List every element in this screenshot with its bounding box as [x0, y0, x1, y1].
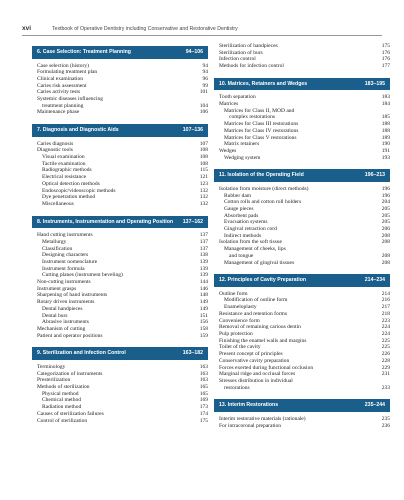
toc-entry-page: 158: [199, 326, 208, 332]
toc-entry[interactable]: [32, 292, 208, 299]
chapter-heading[interactable]: [214, 169, 390, 182]
toc-entry-title: Isolation from the soft tissue: [219, 239, 282, 246]
chapter-title: 12. Principles of Cavity Preparation: [219, 277, 307, 284]
toc-entry-page: 149: [199, 305, 208, 312]
toc-entry-title: Rubber dam: [224, 192, 252, 199]
toc-entry-page: 99: [202, 82, 208, 89]
chapter-page-range: 235–244: [364, 402, 385, 409]
toc-entry-page: 144: [199, 279, 208, 286]
toc-entry-page: 132: [199, 200, 208, 207]
toc-entry[interactable]: [214, 94, 390, 101]
toc-entry-title: Matrices for Class II, MOD and: [224, 107, 295, 114]
toc-entry[interactable]: [214, 193, 390, 200]
toc-entry-page: [374, 108, 390, 115]
toc-entry[interactable]: [214, 63, 390, 70]
toc-entry-title: Gingival retraction cord: [224, 226, 277, 233]
toc-entry-title: Stresses distribution in individual: [219, 377, 293, 384]
chapter-page-range: 107–136: [182, 127, 203, 134]
toc-entry-title: treatment planning: [42, 102, 84, 109]
toc-entry[interactable]: [32, 63, 208, 70]
toc-entry-title: Designing characters: [42, 252, 89, 259]
toc-entry-page: 174: [199, 410, 208, 417]
toc-entry-title: Matrices for Class III restorations: [224, 121, 299, 128]
toc-entry[interactable]: [32, 333, 208, 340]
toc-entry-page: 233: [381, 384, 390, 391]
toc-entry-title: Wedges: [219, 147, 237, 154]
chapter-title: 11. Isolation of the Operating Field: [219, 172, 304, 179]
toc-entry-title: Dental burs: [42, 312, 68, 319]
toc-entry[interactable]: [32, 371, 208, 378]
toc-entry-page: [374, 246, 390, 253]
toc-entry-title: Toilet of the cavity: [219, 344, 261, 351]
toc-entry[interactable]: [32, 96, 208, 103]
toc-entry-title: Presterilization: [37, 377, 71, 384]
toc-entry-page: 229: [381, 364, 390, 371]
toc-entry-title: Systemic diseases influencing: [37, 96, 103, 103]
toc-entry-page: [374, 378, 390, 385]
toc-entry-title: Miscellaneous: [42, 200, 74, 207]
toc-entry-title: Interim restorative materials (rationale): [219, 415, 306, 422]
toc-entry-title: Abrasive instruments: [42, 319, 89, 326]
section-gap: [32, 339, 208, 344]
toc-entry-page: 223: [381, 317, 390, 324]
toc-entry-page: 139: [199, 272, 208, 279]
chapter-title: 8. Instruments, Instrumentation and Operating Position: [37, 218, 174, 225]
toc-entry-title: Gauge pieces: [224, 205, 254, 212]
toc-entry[interactable]: [32, 364, 208, 371]
toc-entry-page: 208: [381, 259, 390, 266]
chapter-page-range: 94–106: [185, 49, 203, 55]
toc-entry-title: Physical method: [42, 390, 79, 397]
toc-entry-page: 139: [199, 258, 208, 265]
toc-entry-title: Methods for infection control: [219, 63, 284, 70]
chapter-page-range: 214–234: [364, 277, 385, 284]
toc-entry-title: Instrument formula: [42, 265, 85, 272]
toc-entry[interactable]: [32, 404, 208, 411]
toc-entry[interactable]: [32, 319, 208, 326]
toc-entry-title: Caries diagnosis: [37, 140, 74, 147]
toc-entry-title: For intracoronal preparation: [219, 422, 282, 429]
toc-entry[interactable]: [214, 141, 390, 148]
toc-entry-page: 132: [199, 187, 208, 194]
toc-entry-page: 121: [199, 174, 208, 181]
toc-entry-title: Dental handpieces: [42, 305, 83, 312]
section-gap: [214, 161, 390, 166]
toc-entry-title: Methods of sterilization: [37, 384, 90, 391]
toc-entry-title: Control of sterilization: [37, 417, 88, 424]
toc-entry-title: complex restorations: [229, 114, 275, 121]
toc-entry-page: 165: [199, 384, 208, 391]
toc-entry-title: Finishing the enamel walls and margins: [219, 337, 307, 344]
toc-entry[interactable]: [32, 201, 208, 208]
toc-entry-title: Classification: [42, 245, 73, 252]
toc-entry[interactable]: [32, 411, 208, 418]
chapter-title: 9. Sterilization and Infection Control: [37, 350, 126, 357]
toc-entry[interactable]: [32, 109, 208, 116]
toc-entry-title: Terminology: [37, 363, 66, 370]
toc-entry[interactable]: [32, 418, 208, 425]
toc-entry-page: 175: [199, 417, 208, 424]
toc-entry-page: 137: [199, 232, 208, 239]
toc-entry-title: Electrical resistance: [42, 174, 87, 181]
toc-entry-page: 191: [381, 147, 390, 154]
toc-entry[interactable]: [32, 306, 208, 313]
toc-entry-title: Formulating treatment plan: [37, 69, 98, 76]
toc-entry-page: 208: [381, 239, 390, 246]
toc-entry-title: Tactile examination: [42, 160, 86, 167]
toc-entry[interactable]: [32, 181, 208, 188]
toc-entry[interactable]: [32, 313, 208, 320]
toc-entry-title: Matrix retainers: [224, 141, 260, 148]
toc-entry[interactable]: [32, 299, 208, 306]
toc-entry[interactable]: [32, 279, 208, 286]
toc-entry[interactable]: [32, 89, 208, 96]
toc-entry-page: 228: [381, 357, 390, 364]
toc-entry-page: 169: [199, 397, 208, 404]
toc-entry-page: 177: [381, 63, 390, 70]
toc-entry-title: Convenience form: [219, 317, 260, 324]
toc-entry-page: 107: [199, 140, 208, 147]
toc-entry-title: Hand cutting instruments: [37, 232, 93, 239]
toc-entry-page: 185: [381, 114, 390, 121]
chapter-heading[interactable]: [32, 124, 208, 137]
toc-entry-title: Conservative cavity preparation: [219, 357, 290, 364]
toc-entry[interactable]: [32, 147, 208, 154]
toc-entry[interactable]: [214, 135, 390, 142]
toc-entry-title: Isolation from moisture (direct methods): [219, 185, 309, 192]
toc-entry-title: Maintenance phase: [37, 109, 80, 116]
toc-entry[interactable]: [214, 43, 390, 50]
toc-entry-page: 217: [381, 304, 390, 311]
toc-entry-page: 208: [381, 232, 390, 239]
book-title: Textbook of Operative Dentistry including Conservative and Restorative Dentistry: [52, 25, 238, 32]
toc-entry-page: 96: [202, 75, 208, 82]
toc-entry[interactable]: [32, 188, 208, 195]
toc-entry-title: Clinical examination: [37, 75, 83, 82]
toc-entry-page: 151: [199, 312, 208, 319]
toc-entry-title: and tongue: [229, 252, 254, 259]
chapter-page-range: 196–213: [364, 172, 385, 179]
running-header: [22, 22, 382, 36]
chapter-title: 13. Interim Restorations: [219, 402, 279, 409]
toc-entry-title: Metallurgy: [42, 238, 67, 245]
section-gap: [32, 208, 208, 213]
chapter-heading[interactable]: [32, 347, 208, 360]
toc-entry[interactable]: [214, 297, 390, 304]
toc-entry[interactable]: [32, 83, 208, 90]
toc-entry-title: Instrument grasps: [37, 285, 77, 292]
toc-entry-page: 184: [381, 101, 390, 108]
toc-entry-page: 106: [199, 109, 208, 116]
toc-entry[interactable]: [214, 219, 390, 226]
toc-entry[interactable]: [32, 272, 208, 279]
toc-entry[interactable]: [214, 206, 390, 213]
chapter-page-range: 137–162: [182, 218, 203, 225]
chapter-heading[interactable]: [214, 274, 390, 287]
toc-entry-title: Patient and operator positions: [37, 332, 103, 339]
toc-entry-page: 224: [381, 331, 390, 337]
section-gap: [214, 70, 390, 75]
toc-entry-title: Modification of outline form: [224, 297, 288, 304]
toc-entry-page: 137: [199, 245, 208, 252]
toc-entry-title: Removal of remaining carious dentin: [219, 324, 301, 331]
toc-entry-page: 132: [199, 194, 208, 201]
toc-entry-page: 149: [199, 299, 208, 306]
toc-entry[interactable]: [214, 423, 390, 430]
toc-entry-title: Endoscopic/videoscopic methods: [42, 187, 116, 194]
toc-entry[interactable]: [32, 167, 208, 174]
toc-entry[interactable]: [32, 397, 208, 404]
toc-entry[interactable]: [32, 252, 208, 259]
toc-entry-title: Outline form: [219, 290, 248, 297]
toc-entry-page: 175: [381, 43, 390, 49]
toc-entry-page: 104: [199, 102, 208, 109]
toc-entry[interactable]: [32, 246, 208, 253]
toc-entry-page: 226: [381, 351, 390, 358]
toc-entry[interactable]: [214, 371, 390, 378]
toc-entry[interactable]: [214, 385, 390, 392]
toc-entry[interactable]: [214, 199, 390, 206]
toc-entry-title: Categorization of instruments: [37, 370, 103, 377]
toc-entry-page: 156: [199, 319, 208, 326]
toc-entry-page: 165: [199, 390, 208, 397]
toc-entry-page: 196: [381, 185, 390, 192]
toc-entry-title: Management of gingival tissues: [224, 259, 295, 266]
toc-entry-page: 218: [381, 310, 390, 317]
toc-entry-page: 115: [199, 167, 208, 174]
toc-entry[interactable]: [32, 76, 208, 83]
toc-entry-title: Diagnostic tools: [37, 147, 73, 154]
toc-entry-page: 163: [199, 363, 208, 370]
toc-entry-title: restorations: [224, 384, 250, 391]
toc-entry-page: 216: [381, 297, 390, 304]
toc-entry[interactable]: [32, 103, 208, 110]
toc-entry-page: 176: [381, 56, 390, 63]
toc-entry[interactable]: [214, 358, 390, 365]
chapter-title: 7. Diagnosis and Diagnostic Aids: [37, 127, 119, 134]
toc-entry[interactable]: [214, 101, 390, 108]
toc-entry-page: 208: [381, 252, 390, 259]
toc-entry[interactable]: [32, 239, 208, 246]
toc-entry-title: Caries risk assessment: [37, 82, 87, 89]
toc-entry-page: 123: [199, 180, 208, 187]
chapter-heading[interactable]: [32, 46, 208, 59]
toc-entry-title: Infection control: [219, 56, 256, 63]
toc-entry-page: 235: [381, 415, 390, 422]
toc-entry-title: Cutting planes (instrument beveling): [42, 272, 123, 279]
toc-entry-page: 183: [381, 94, 390, 101]
toc-entry[interactable]: [214, 186, 390, 193]
toc-entry[interactable]: [32, 161, 208, 168]
toc-entry-title: Cotton rolls and cotton roll holders: [224, 199, 302, 206]
toc-entry[interactable]: [214, 260, 390, 267]
toc-entry[interactable]: [214, 351, 390, 358]
toc-entry-title: Causes of sterilization failures: [37, 410, 104, 417]
toc-entry[interactable]: [32, 141, 208, 148]
section-gap: [214, 266, 390, 271]
chapter-page-range: 183–195: [364, 80, 385, 87]
toc-entry-page: 205: [381, 219, 390, 226]
section-gap: [32, 116, 208, 121]
toc-entry-title: Radiographic methods: [42, 167, 92, 174]
toc-entry-title: Matrices for Class V restorations: [224, 134, 297, 141]
toc-entry[interactable]: [32, 259, 208, 266]
toc-entry-title: Sterilization of burs: [219, 49, 263, 56]
toc-entry[interactable]: [32, 174, 208, 181]
toc-entry-page: 108: [199, 147, 208, 154]
toc-entry[interactable]: [214, 213, 390, 220]
toc-entry[interactable]: [214, 331, 390, 338]
toc-entry-page: 205: [381, 212, 390, 219]
section-gap: [214, 391, 390, 396]
toc-entry-page: 138: [199, 252, 208, 259]
toc-entry-title: Pulp protection: [219, 331, 253, 337]
toc-entry[interactable]: [32, 384, 208, 391]
toc-entry[interactable]: [214, 324, 390, 331]
toc-entry-title: Case selection (history): [37, 62, 89, 69]
toc-entry[interactable]: [214, 253, 390, 260]
toc-entry-page: 173: [199, 404, 208, 411]
toc-entry-title: Radiation method: [42, 404, 82, 411]
toc-entry-page: 163: [199, 377, 208, 384]
toc-entry-page: 137: [199, 238, 208, 245]
toc-entry-page: 190: [381, 141, 390, 148]
toc-left-column: [32, 43, 208, 424]
toc-entry[interactable]: [214, 304, 390, 311]
toc-entry-title: Sharpening of hand instruments: [37, 292, 108, 299]
toc-entry-page: 204: [381, 199, 390, 206]
toc-entry-title: Management of cheeks, lips: [224, 246, 286, 253]
toc-entry-page: 163: [199, 370, 208, 377]
toc-entry-title: Visual examination: [42, 154, 85, 161]
toc-entry[interactable]: [32, 326, 208, 333]
toc-entry-page: 108: [199, 160, 208, 167]
toc-entry-title: Chemical method: [42, 397, 81, 404]
toc-entry-page: 193: [381, 154, 390, 161]
toc-entry-title: Resistance and retention forms: [219, 310, 287, 317]
chapter-title: 10. Matrices, Retainers and Wedges: [219, 80, 308, 87]
toc-entry[interactable]: [214, 108, 390, 115]
toc-entry-title: Present concept of principles: [219, 351, 283, 358]
toc-entry-title: Dye penetration method: [42, 194, 96, 201]
chapter-heading[interactable]: [32, 216, 208, 229]
toc-entry-title: Matrices: [219, 101, 239, 108]
toc-entry-page: 188: [381, 121, 390, 128]
toc-entry[interactable]: [214, 416, 390, 423]
toc-entry-page: 225: [381, 344, 390, 351]
toc-entry[interactable]: [32, 377, 208, 384]
chapter-page-range: 163–182: [182, 350, 203, 357]
toc-entry-page: 159: [199, 332, 208, 339]
toc-entry-title: Absorbent pads: [224, 212, 259, 219]
toc-entry-page: 108: [199, 154, 208, 161]
toc-entry[interactable]: [32, 154, 208, 161]
toc-entry-title: Marginal ridge and occlusal forces: [219, 371, 296, 378]
toc-entry[interactable]: [214, 378, 390, 385]
toc-entry-title: Forces exerted during functional occlusion: [219, 364, 314, 371]
toc-entry[interactable]: [214, 246, 390, 253]
toc-entry-page: 176: [381, 49, 390, 56]
toc-entry-page: 236: [381, 422, 390, 429]
toc-entry[interactable]: [32, 232, 208, 239]
toc-entry-title: Tooth separation: [219, 94, 256, 101]
toc-entry-title: Non-cutting instruments: [37, 279, 91, 286]
toc-entry-page: 224: [381, 324, 390, 331]
toc-entry-page: 188: [381, 127, 390, 134]
toc-entry-page: 196: [381, 192, 390, 199]
toc-entry-title: Optical detection methods: [42, 180, 100, 187]
toc-entry[interactable]: [32, 194, 208, 201]
toc-entry-title: Matrices for Class IV restorations: [224, 127, 299, 134]
toc-entry[interactable]: [32, 391, 208, 398]
toc-entry[interactable]: [32, 69, 208, 76]
toc-entry[interactable]: [214, 148, 390, 155]
toc-entry-page: 148: [199, 292, 208, 299]
toc-entry[interactable]: [214, 121, 390, 128]
chapter-heading[interactable]: [214, 78, 390, 91]
toc-entry-title: Instrument nomenclature: [42, 258, 98, 265]
toc-entry-title: Mechanism of cutting: [37, 326, 86, 332]
toc-entry-page: 225: [381, 337, 390, 344]
toc-entry-title: Enameloplasty: [224, 304, 257, 311]
page-number: xvi: [22, 25, 32, 32]
toc-entry-page: 139: [199, 265, 208, 272]
toc-entry-page: 146: [199, 285, 208, 292]
chapter-title: 6. Case Selection: Treatment Planning: [37, 49, 131, 55]
toc-entry[interactable]: [214, 128, 390, 135]
toc-entry-title: Caries activity tests: [37, 89, 81, 96]
toc-entry-page: 214: [381, 290, 390, 297]
toc-entry[interactable]: [214, 155, 390, 162]
toc-entry[interactable]: [214, 226, 390, 233]
toc-entry-title: Rotary driven instruments: [37, 299, 95, 306]
toc-entry-title: Sterilization of handpieces: [219, 43, 278, 49]
toc-entry-page: 231: [381, 371, 390, 378]
chapter-heading[interactable]: [214, 399, 390, 412]
toc-entry-page: 189: [381, 134, 390, 141]
toc-entry-title: Indirect methods: [224, 232, 262, 239]
toc-entry-page: [192, 96, 208, 103]
toc-entry-page: 206: [381, 226, 390, 233]
toc-entry-title: Evacuation systems: [224, 219, 268, 226]
toc-entry-page: 205: [381, 205, 390, 212]
toc-entry-page: 94: [202, 69, 208, 76]
toc-entry-title: Wedging system: [224, 154, 261, 161]
toc-right-column: [214, 43, 390, 429]
toc-entry-page: 94: [202, 62, 208, 69]
toc-entry-page: 101: [199, 89, 208, 96]
toc-entry[interactable]: [214, 311, 390, 318]
